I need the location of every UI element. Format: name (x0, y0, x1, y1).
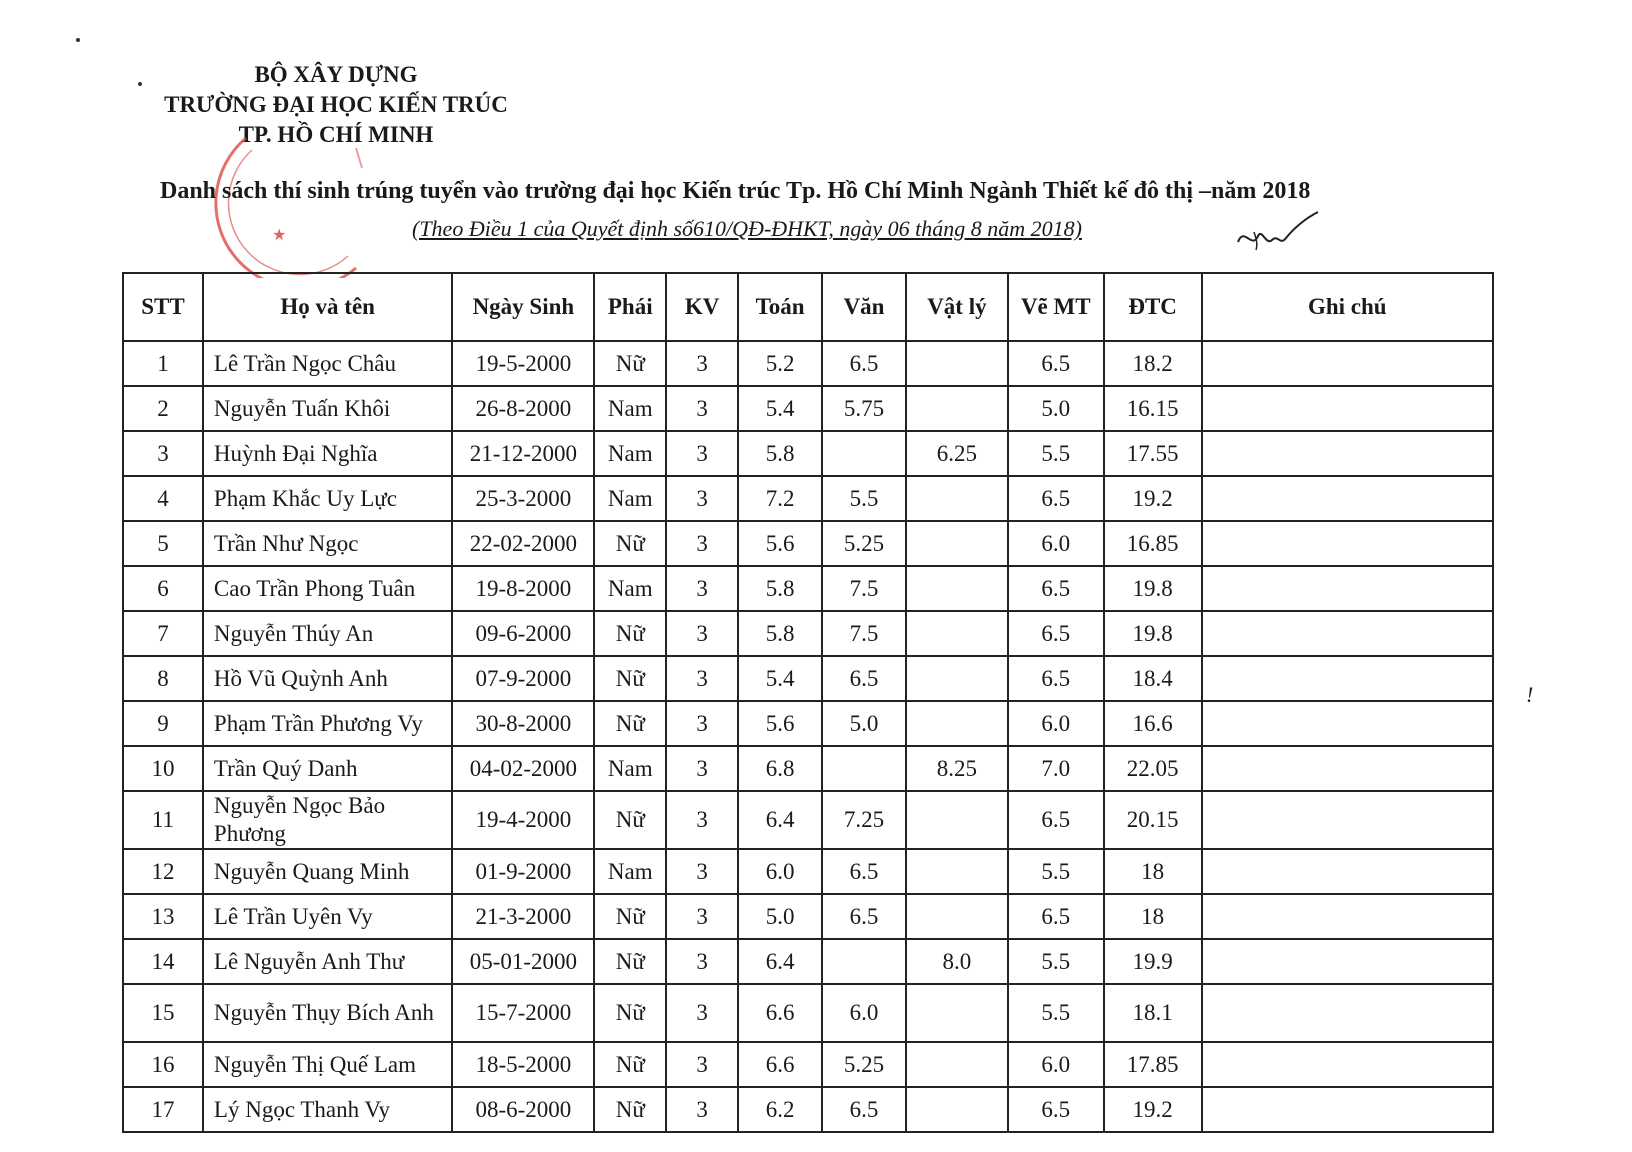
col-area-cell: 3 (666, 566, 738, 611)
col-area-cell: 3 (666, 1087, 738, 1132)
col-name-cell: Nguyễn Thụy Bích Anh (203, 984, 453, 1042)
col-notes-cell (1202, 611, 1493, 656)
col-math-cell: 5.4 (738, 656, 822, 701)
col-notes-cell (1202, 849, 1493, 894)
col-notes-header: Ghi chú (1202, 273, 1493, 341)
col-literature-cell: 6.5 (822, 894, 906, 939)
col-name-cell: Nguyễn Thúy An (203, 611, 453, 656)
col-physics-cell (906, 894, 1008, 939)
col-area-cell: 3 (666, 611, 738, 656)
city-name: TP. HỒ CHÍ MINH (238, 122, 434, 147)
col-stt-cell: 13 (123, 894, 203, 939)
col-name-cell: Lê Trần Ngọc Châu (203, 341, 453, 386)
col-gender-header: Phái (594, 273, 666, 341)
col-literature-cell: 6.5 (822, 656, 906, 701)
col-math-cell: 5.8 (738, 431, 822, 476)
col-stt-cell: 10 (123, 746, 203, 791)
signature-icon (1232, 206, 1322, 256)
col-name-cell: Phạm Khắc Uy Lực (203, 476, 453, 521)
col-math-cell: 7.2 (738, 476, 822, 521)
col-stt-cell: 14 (123, 939, 203, 984)
col-notes-cell (1202, 566, 1493, 611)
col-name-cell: Lê Nguyễn Anh Thư (203, 939, 453, 984)
col-drawing-cell: 6.5 (1008, 1087, 1104, 1132)
col-name-header: Họ và tên (203, 273, 453, 341)
col-math-cell: 5.4 (738, 386, 822, 431)
col-area-cell: 3 (666, 894, 738, 939)
col-stt-cell: 4 (123, 476, 203, 521)
col-stt-cell: 8 (123, 656, 203, 701)
col-notes-cell (1202, 386, 1493, 431)
col-gender-cell: Nữ (594, 1087, 666, 1132)
col-birthdate-cell: 08-6-2000 (452, 1087, 594, 1132)
col-name-cell: Trần Quý Danh (203, 746, 453, 791)
col-gender-cell: Nữ (594, 341, 666, 386)
col-math-cell: 6.8 (738, 746, 822, 791)
col-drawing-cell: 6.0 (1008, 521, 1104, 566)
col-stt-header: STT (123, 273, 203, 341)
col-area-cell: 3 (666, 431, 738, 476)
col-math-cell: 6.2 (738, 1087, 822, 1132)
col-gender-cell: Nữ (594, 984, 666, 1042)
table-row (123, 431, 1493, 476)
col-birthdate-cell: 22-02-2000 (452, 521, 594, 566)
col-physics-cell (906, 1042, 1008, 1087)
col-birthdate-cell: 19-8-2000 (452, 566, 594, 611)
col-math-cell: 6.0 (738, 849, 822, 894)
col-area-cell: 3 (666, 521, 738, 566)
scan-speck (76, 38, 80, 42)
col-gender-cell: Nữ (594, 656, 666, 701)
col-total-cell: 16.15 (1104, 386, 1202, 431)
svg-text:★: ★ (272, 227, 287, 244)
col-total-cell: 19.8 (1104, 611, 1202, 656)
col-physics-cell (906, 701, 1008, 746)
col-notes-cell (1202, 894, 1493, 939)
table-row (123, 984, 1493, 1042)
col-drawing-cell: 5.5 (1008, 939, 1104, 984)
col-math-cell: 5.6 (738, 701, 822, 746)
col-literature-cell (822, 939, 906, 984)
col-stt-cell: 5 (123, 521, 203, 566)
col-total-cell: 20.15 (1104, 791, 1202, 849)
col-physics-cell (906, 566, 1008, 611)
col-physics-header: Vật lý (906, 273, 1008, 341)
col-gender-cell: Nữ (594, 701, 666, 746)
col-gender-cell: Nữ (594, 894, 666, 939)
col-name-cell: Lê Trần Uyên Vy (203, 894, 453, 939)
table-row (123, 1042, 1493, 1087)
col-gender-cell: Nữ (594, 939, 666, 984)
col-physics-cell (906, 656, 1008, 701)
col-birthdate-cell: 09-6-2000 (452, 611, 594, 656)
col-area-cell: 3 (666, 701, 738, 746)
col-math-cell: 5.2 (738, 341, 822, 386)
table-row (123, 341, 1493, 386)
col-area-cell: 3 (666, 476, 738, 521)
col-drawing-cell: 5.5 (1008, 431, 1104, 476)
col-birthdate-cell: 26-8-2000 (452, 386, 594, 431)
col-birthdate-cell: 25-3-2000 (452, 476, 594, 521)
col-math-cell: 6.6 (738, 1042, 822, 1087)
col-birthdate-cell: 21-3-2000 (452, 894, 594, 939)
col-total-cell: 18.2 (1104, 341, 1202, 386)
ministry-name: BỘ XÂY DỰNG (254, 62, 418, 87)
col-total-cell: 17.55 (1104, 431, 1202, 476)
table-header-row (123, 273, 1493, 341)
col-stt-cell: 16 (123, 1042, 203, 1087)
col-name-cell: Nguyễn Tuấn Khôi (203, 386, 453, 431)
col-math-cell: 5.0 (738, 894, 822, 939)
col-physics-cell (906, 611, 1008, 656)
col-stt-cell: 11 (123, 791, 203, 849)
col-drawing-cell: 5.5 (1008, 849, 1104, 894)
table-row (123, 791, 1493, 849)
col-literature-cell: 6.5 (822, 849, 906, 894)
col-area-cell: 3 (666, 656, 738, 701)
col-literature-cell: 6.5 (822, 1087, 906, 1132)
col-notes-cell (1202, 984, 1493, 1042)
col-physics-cell: 6.25 (906, 431, 1008, 476)
col-physics-cell (906, 521, 1008, 566)
col-literature-cell: 5.5 (822, 476, 906, 521)
col-gender-cell: Nam (594, 431, 666, 476)
university-name: TRƯỜNG ĐẠI HỌC KIẾN TRÚC (164, 92, 508, 117)
col-gender-cell: Nữ (594, 791, 666, 849)
col-gender-cell: Nữ (594, 1042, 666, 1087)
col-birthdate-cell: 04-02-2000 (452, 746, 594, 791)
col-notes-cell (1202, 1087, 1493, 1132)
col-stt-cell: 12 (123, 849, 203, 894)
col-notes-cell (1202, 656, 1493, 701)
col-literature-cell: 7.25 (822, 791, 906, 849)
col-literature-cell: 5.25 (822, 521, 906, 566)
col-literature-cell: 7.5 (822, 566, 906, 611)
col-physics-cell (906, 984, 1008, 1042)
table-row (123, 656, 1493, 701)
table-row (123, 849, 1493, 894)
col-literature-cell (822, 431, 906, 476)
table-row (123, 1087, 1493, 1132)
col-math-cell: 5.6 (738, 521, 822, 566)
col-physics-cell (906, 849, 1008, 894)
col-name-cell: Huỳnh Đại Nghĩa (203, 431, 453, 476)
col-birthdate-cell: 19-5-2000 (452, 341, 594, 386)
table-row (123, 701, 1493, 746)
col-area-cell: 3 (666, 849, 738, 894)
col-literature-cell: 5.75 (822, 386, 906, 431)
col-drawing-cell: 7.0 (1008, 746, 1104, 791)
col-literature-cell: 5.0 (822, 701, 906, 746)
admission-table (122, 272, 1494, 1133)
col-stt-cell: 15 (123, 984, 203, 1042)
col-birthdate-cell: 18-5-2000 (452, 1042, 594, 1087)
table-row (123, 476, 1493, 521)
col-birthdate-header: Ngày Sinh (452, 273, 594, 341)
col-total-cell: 18.4 (1104, 656, 1202, 701)
col-literature-header: Văn (822, 273, 906, 341)
col-drawing-cell: 6.0 (1008, 1042, 1104, 1087)
col-literature-cell: 7.5 (822, 611, 906, 656)
col-gender-cell: Nam (594, 746, 666, 791)
col-physics-cell (906, 341, 1008, 386)
col-total-cell: 19.9 (1104, 939, 1202, 984)
col-total-header: ĐTC (1104, 273, 1202, 341)
col-math-cell: 6.6 (738, 984, 822, 1042)
col-name-cell: Phạm Trần Phương Vy (203, 701, 453, 746)
col-physics-cell (906, 791, 1008, 849)
col-drawing-cell: 6.5 (1008, 894, 1104, 939)
col-gender-cell: Nam (594, 849, 666, 894)
col-total-cell: 18 (1104, 849, 1202, 894)
table-row (123, 746, 1493, 791)
document-title: Danh sách thí sinh trúng tuyển vào trường đại học Kiến trúc Tp. Hồ Chí Minh Ngành Thiết kế đô thị –năm 2018 (160, 178, 1311, 204)
col-drawing-cell: 6.5 (1008, 566, 1104, 611)
col-drawing-cell: 6.5 (1008, 611, 1104, 656)
col-birthdate-cell: 05-01-2000 (452, 939, 594, 984)
col-physics-cell: 8.25 (906, 746, 1008, 791)
col-stt-cell: 2 (123, 386, 203, 431)
col-literature-cell: 5.25 (822, 1042, 906, 1087)
col-literature-cell (822, 746, 906, 791)
col-total-cell: 17.85 (1104, 1042, 1202, 1087)
col-name-cell: Nguyễn Thị Quế Lam (203, 1042, 453, 1087)
col-drawing-cell: 6.0 (1008, 701, 1104, 746)
col-name-cell: Hồ Vũ Quỳnh Anh (203, 656, 453, 701)
col-drawing-cell: 6.5 (1008, 791, 1104, 849)
col-area-cell: 3 (666, 386, 738, 431)
col-math-cell: 5.8 (738, 611, 822, 656)
col-math-cell: 6.4 (738, 791, 822, 849)
table-row (123, 566, 1493, 611)
col-stt-cell: 9 (123, 701, 203, 746)
col-math-header: Toán (738, 273, 822, 341)
col-notes-cell (1202, 1042, 1493, 1087)
table-row (123, 386, 1493, 431)
col-math-cell: 6.4 (738, 939, 822, 984)
col-drawing-cell: 6.5 (1008, 476, 1104, 521)
col-area-cell: 3 (666, 341, 738, 386)
col-birthdate-cell: 19-4-2000 (452, 791, 594, 849)
col-birthdate-cell: 01-9-2000 (452, 849, 594, 894)
col-physics-cell (906, 476, 1008, 521)
col-drawing-cell: 6.5 (1008, 656, 1104, 701)
document-subtitle: (Theo Điều 1 của Quyết định số610/QĐ-ĐHKT, ngày 06 tháng 8 năm 2018) (412, 216, 1082, 241)
col-total-cell: 16.85 (1104, 521, 1202, 566)
col-total-cell: 22.05 (1104, 746, 1202, 791)
col-physics-cell: 8.0 (906, 939, 1008, 984)
col-gender-cell: Nữ (594, 611, 666, 656)
col-gender-cell: Nam (594, 566, 666, 611)
col-notes-cell (1202, 521, 1493, 566)
col-notes-cell (1202, 701, 1493, 746)
col-area-cell: 3 (666, 746, 738, 791)
col-notes-cell (1202, 431, 1493, 476)
col-name-cell: Trần Như Ngọc (203, 521, 453, 566)
col-name-cell: Lý Ngọc Thanh Vy (203, 1087, 453, 1132)
col-gender-cell: Nam (594, 386, 666, 431)
col-stt-cell: 6 (123, 566, 203, 611)
col-total-cell: 19.8 (1104, 566, 1202, 611)
col-stt-cell: 1 (123, 341, 203, 386)
col-birthdate-cell: 07-9-2000 (452, 656, 594, 701)
col-birthdate-cell: 15-7-2000 (452, 984, 594, 1042)
col-drawing-cell: 5.0 (1008, 386, 1104, 431)
col-notes-cell (1202, 939, 1493, 984)
col-gender-cell: Nam (594, 476, 666, 521)
col-total-cell: 18.1 (1104, 984, 1202, 1042)
col-math-cell: 5.8 (738, 566, 822, 611)
col-literature-cell: 6.0 (822, 984, 906, 1042)
col-drawing-cell: 6.5 (1008, 341, 1104, 386)
col-total-cell: 19.2 (1104, 1087, 1202, 1132)
col-notes-cell (1202, 791, 1493, 849)
table-row (123, 521, 1493, 566)
col-stt-cell: 3 (123, 431, 203, 476)
col-area-cell: 3 (666, 984, 738, 1042)
col-drawing-header: Vẽ MT (1008, 273, 1104, 341)
col-notes-cell (1202, 746, 1493, 791)
col-total-cell: 16.6 (1104, 701, 1202, 746)
col-name-cell: Nguyễn Quang Minh (203, 849, 453, 894)
margin-mark: ! (1526, 682, 1534, 707)
col-area-cell: 3 (666, 939, 738, 984)
col-stt-cell: 17 (123, 1087, 203, 1132)
col-physics-cell (906, 1087, 1008, 1132)
col-notes-cell (1202, 341, 1493, 386)
col-name-cell: Nguyễn Ngọc Bảo Phương (203, 791, 453, 849)
col-stt-cell: 7 (123, 611, 203, 656)
col-total-cell: 19.2 (1104, 476, 1202, 521)
col-total-cell: 18 (1104, 894, 1202, 939)
table-row (123, 939, 1493, 984)
table-row (123, 611, 1493, 656)
col-name-cell: Cao Trần Phong Tuân (203, 566, 453, 611)
col-drawing-cell: 5.5 (1008, 984, 1104, 1042)
col-birthdate-cell: 30-8-2000 (452, 701, 594, 746)
col-notes-cell (1202, 476, 1493, 521)
scan-speck (138, 82, 142, 86)
col-area-header: KV (666, 273, 738, 341)
col-area-cell: 3 (666, 1042, 738, 1087)
col-literature-cell: 6.5 (822, 341, 906, 386)
col-physics-cell (906, 386, 1008, 431)
table-row (123, 894, 1493, 939)
col-area-cell: 3 (666, 791, 738, 849)
col-gender-cell: Nữ (594, 521, 666, 566)
col-birthdate-cell: 21-12-2000 (452, 431, 594, 476)
